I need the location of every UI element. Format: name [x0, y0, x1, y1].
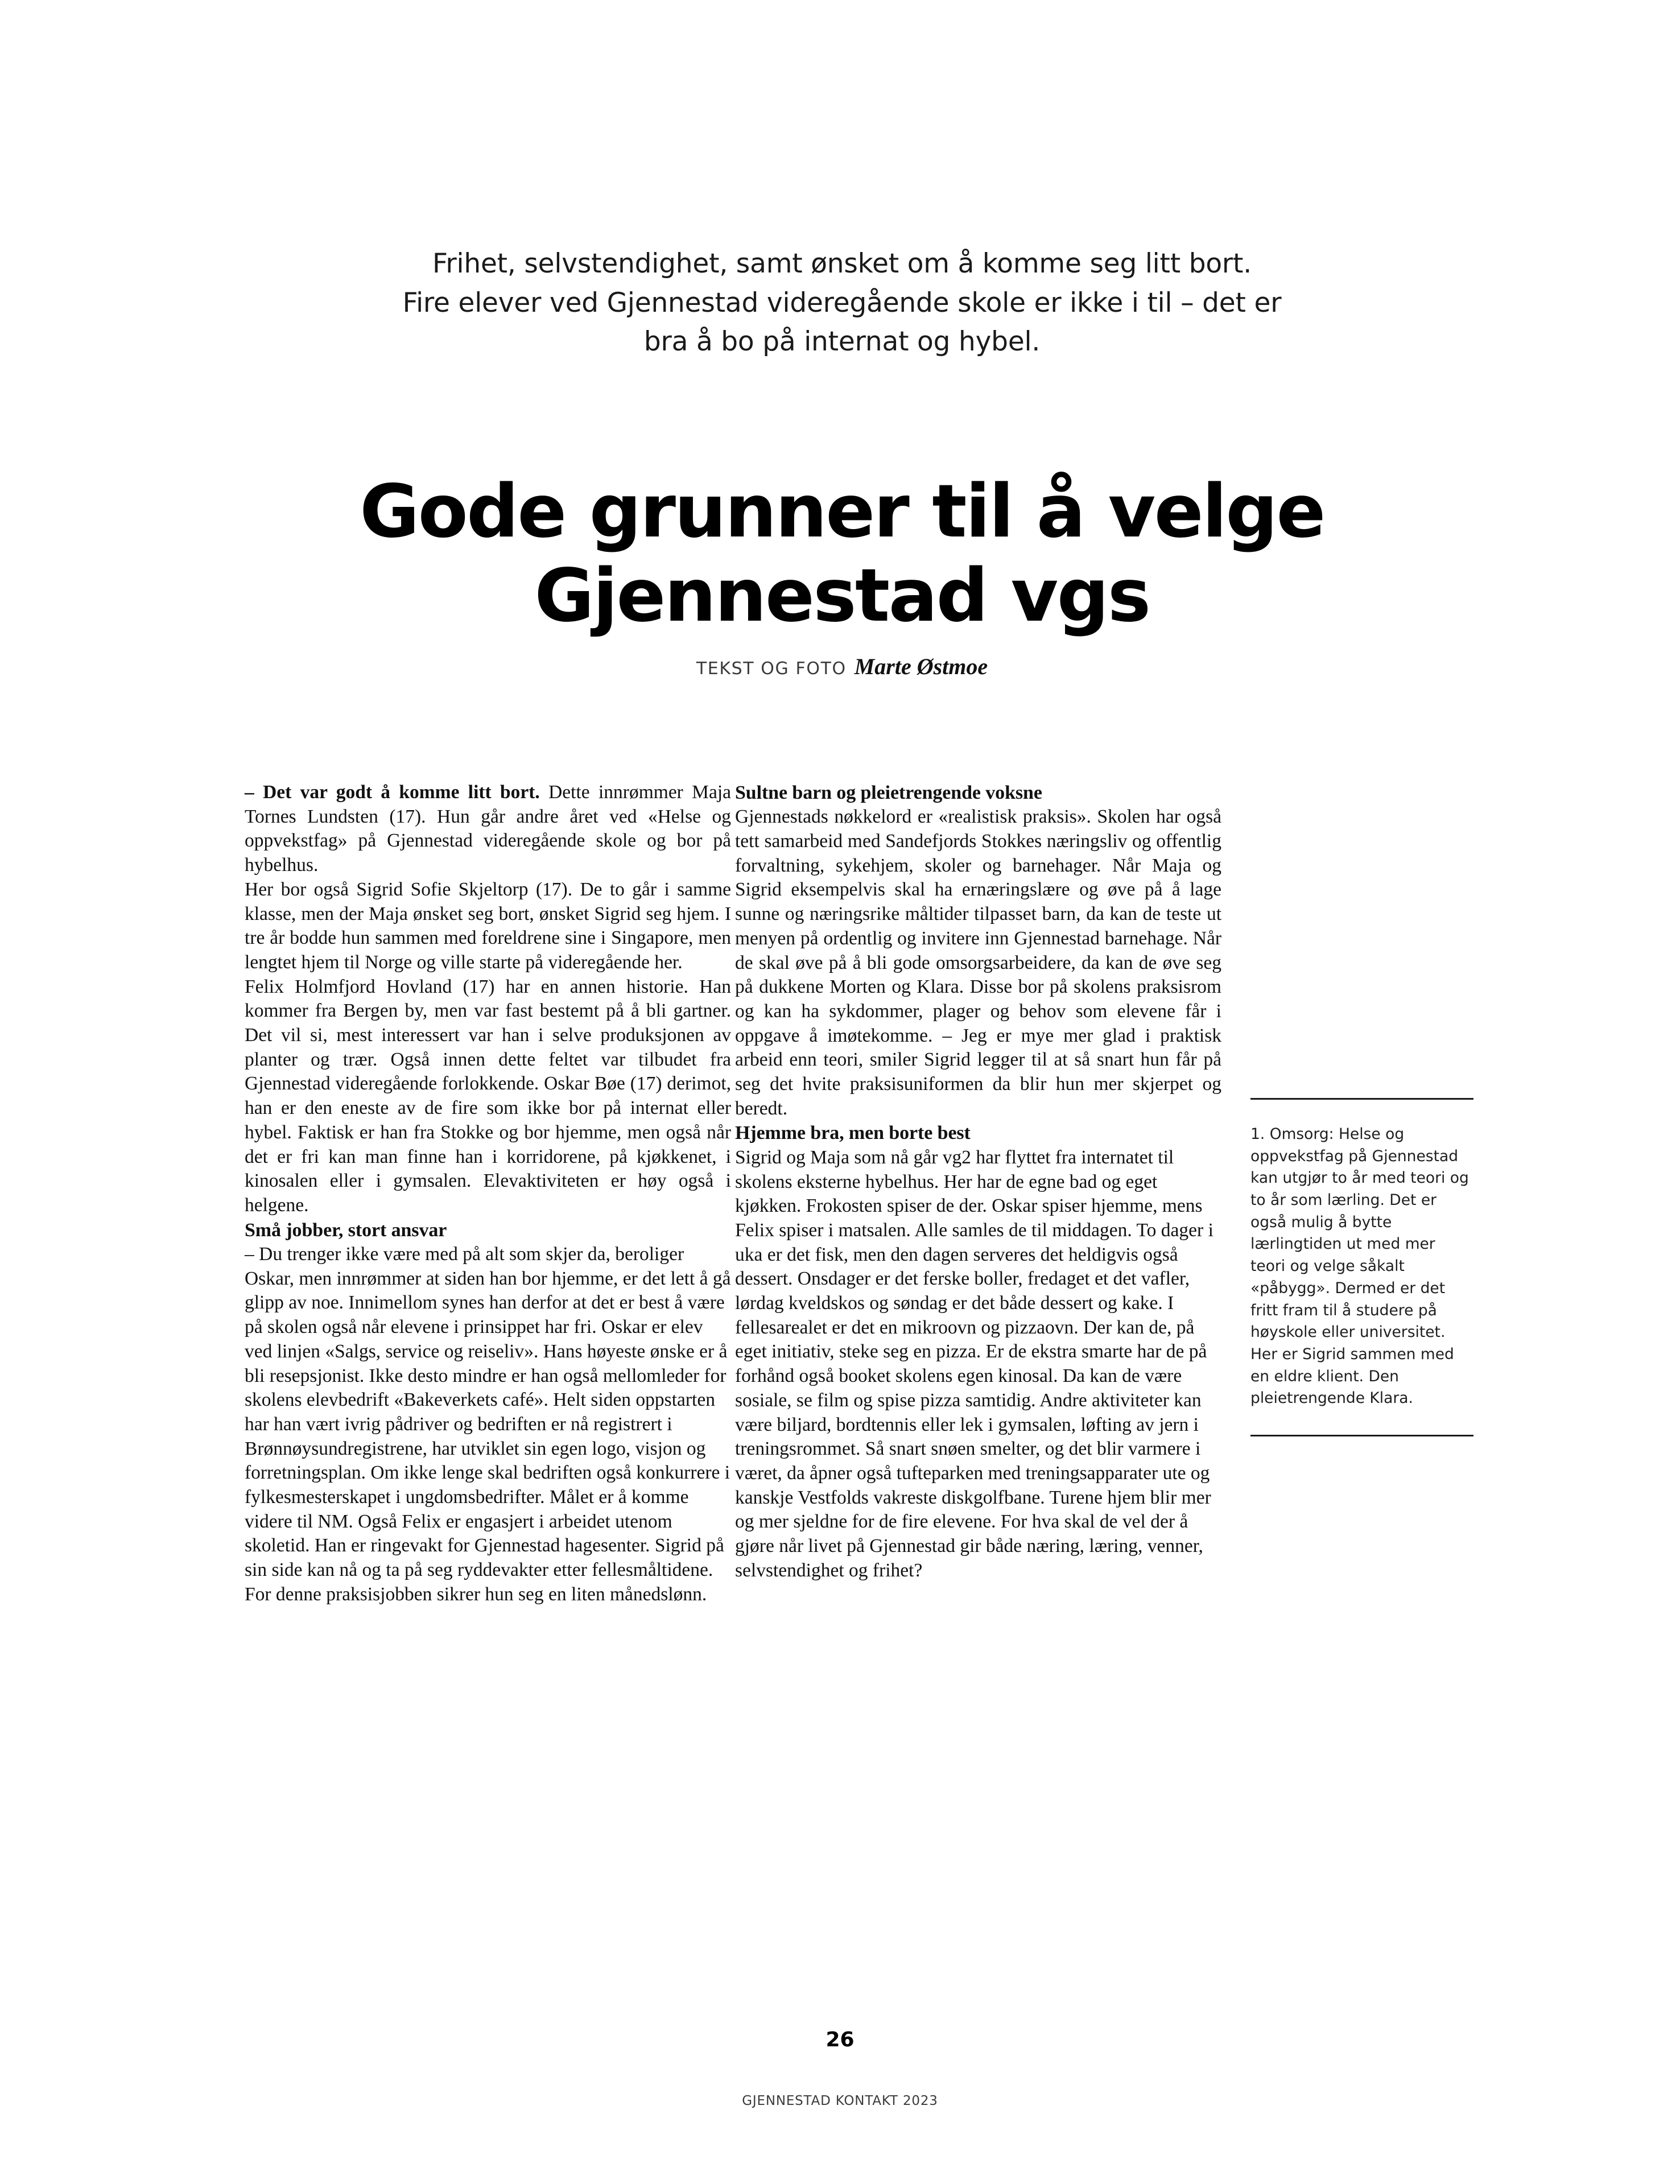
page-title: [239, 470, 1445, 639]
headline-line-2: Gjennestad vgs: [534, 554, 1150, 639]
paragraph: Sigrid og Maja som nå går vg2 har flyttet fra internatet til skolens eksterne hybelhus. Her har de egne bad og eget kjøkken. Frokosten spiser de der. Oskar spiser hjemme, mens Felix spiser i matsalen. Alle samles de til middagen. To dager i uka er det fisk, men den dagen serveres det heldigvis også dessert. Onsdager er det ferske boller, fredaget et det vafler, lørdag kveldskos og søndag er det både dessert og kake. I fellesarealet er det en mikroovn og pizzaovn. Der kan de, på eget initiativ, steke seg en pizza. Er de ekstra smarte har de på forhånd også booket skolens egen kinosal. Da kan de være sosiale, se film og spise pizza samtidig. Andre aktiviteter kan være biljard, bordtennis eller lek i gymsalen, løfting av jern i treningsrommet. Så snart snøen smelter, og det blir varmere i været, da åpner også tufteparken med treningsapparater ute og kanskje Vestfolds vakreste diskgolfbane. Turene hjem blir mer og mer sjeldne for de fire elevene. For hva skal de vel der å gjøre når livet på Gjennestad gir både næring, læring, venner, selvstendighet og frihet?: [735, 1146, 1213, 1581]
lead-in-phrase: – Det var godt å komme litt bort.: [245, 782, 540, 803]
deck-line-3: bra å bo på internat og hybel.: [643, 326, 1041, 358]
photo-caption: 1. Omsorg: Helse og oppvekstfag på Gjennestad kan utgjør to år med teori og to år som lærling. Det er også mulig å bytte lærlingtiden ut med mer teori og velge såkalt «påbygg». Dermed er det fritt fram til å studere på høyskole eller universitet. Her er Sigrid sammen med en eldre klient. Den pleietrengende Klara.: [1250, 1125, 1469, 1407]
section-subheading: Sultne barn og pleietrengende voksne: [735, 782, 1042, 803]
publication-footer: GJENNESTAD KONTAKT 2023: [742, 2094, 938, 2108]
deck-line-2: Fire elever ved Gjennestad videregående skole er ikke i til – det er: [402, 287, 1282, 319]
divider-top: [1250, 1098, 1473, 1100]
paragraph: Her bor også Sigrid Sofie Skjeltorp (17). De to går i samme klasse, men der Maja ønsket seg bort, ønsket Sigrid seg hjem. I tre år bodde hun sammen med foreldrene sine i Singapore, men lengtet hjem til Norge og ville starte på videregående her.: [245, 878, 731, 973]
paragraph: – Du trenger ikke være med på alt som skjer da, beroliger Oskar, men innrømmer at siden han bor hjemme, er det lett å gå glipp av noe. Innimellom synes han derfor at det er best å være på skolen også når elevene i prinsippet har fri. Oskar er elev ved linjen «Salgs, service og reiseliv». Hans høyeste ønske er å bli resepsjonist. Ikke desto mindre er han også mellomleder for skolens elevbedrift «Bakeverkets café». Helt siden oppstarten har han vært ivrig pådriver og bedriften er nå registrert i Brønnøysundregistrene, har utviklet sin egen logo, visjon og forretningsplan. Om ikke lenge skal bedriften også konkurrere i fylkesmesterskapet i ungdomsbedrifter. Målet er å komme videre til NM. Også Felix er engasjert i arbeidet utenom skoletid. Han er ringevakt for Gjennestad hagesenter. Sigrid på sin side kan nå og ta på seg ryddevakter etter fellesmåltidene. For denne praksisjobben sikrer hun seg en liten månedslønn.: [245, 1244, 731, 1605]
byline-author: Marte Østmoe: [854, 654, 988, 679]
body-column-1: [245, 781, 731, 1607]
deck-line-1: Frihet, selvstendighet, samt ønsket om å komme seg litt bort.: [432, 248, 1252, 279]
byline: [364, 653, 1320, 680]
paragraph: Felix Holmfjord Hovland (17) har en annen historie. Han kommer fra Bergen by, men var fast bestemt på å bli gartner. Det vil si, mest interessert var han i selve produksjonen av planter og trær. Også innen dette feltet var tilbudet fra Gjennestad videregående forlokkende. Oskar Bøe (17) derimot, han er den eneste av de fire som ikke bor på internat eller hybel. Faktisk er han fra Stokke og bor hjemme, men også når det er fri kan man finne han i korridorene, på kjøkkenet, i kinosalen eller i gymsalen. Elevaktiviteten er høy også i helgene.: [245, 976, 731, 1216]
paragraph-text: Dette innrømmer Maja Tornes Lundsten (17). Hun går andre året ved «Helse og oppvekstfag» på Gjennestad videregående skole og bor på hybelhus.: [245, 782, 731, 876]
section-subheading: Hjemme bra, men borte best: [735, 1122, 971, 1144]
article-deck: [364, 245, 1320, 362]
byline-kicker: TEKST OG FOTO: [696, 659, 847, 679]
headline-line-1: Gode grunner til å velge: [360, 469, 1324, 554]
body-column-2: [735, 781, 1221, 1583]
section-subheading: Små jobber, stort ansvar: [245, 1219, 447, 1241]
page-number: 26: [825, 2028, 855, 2051]
divider-bottom: [1250, 1435, 1473, 1436]
paragraph: Gjennestads nøkkelord er «realistisk praksis». Skolen har også tett samarbeid med Sandefjords Stokkes næringsliv og offentlig forvaltning, sykehjem, skoler og barnehager. Når Maja og Sigrid eksempelvis skal ha ernæringslære og øve på å lage sunne og næringsrike måltider tilpasset barn, da kan de teste ut menyen på ordentlig og invitere inn Gjennestad barnehage. Når de skal øve på å bli gode omsorgsarbeidere, da kan de øve seg på dukkene Morten og Klara. Disse bor på skolens praksisrom og kan ha sykdommer, plager og behov som elevene får i oppgave å imøtekomme. – Jeg er mye mer glad i praktisk arbeid enn teori, smiler Sigrid legger til at så snart hun får på seg det hvite praksisuniformen da blir hun mer skjerpet og beredt.: [735, 806, 1221, 1119]
paragraph: [245, 781, 731, 878]
caption-sidebar: [1250, 1098, 1473, 1436]
